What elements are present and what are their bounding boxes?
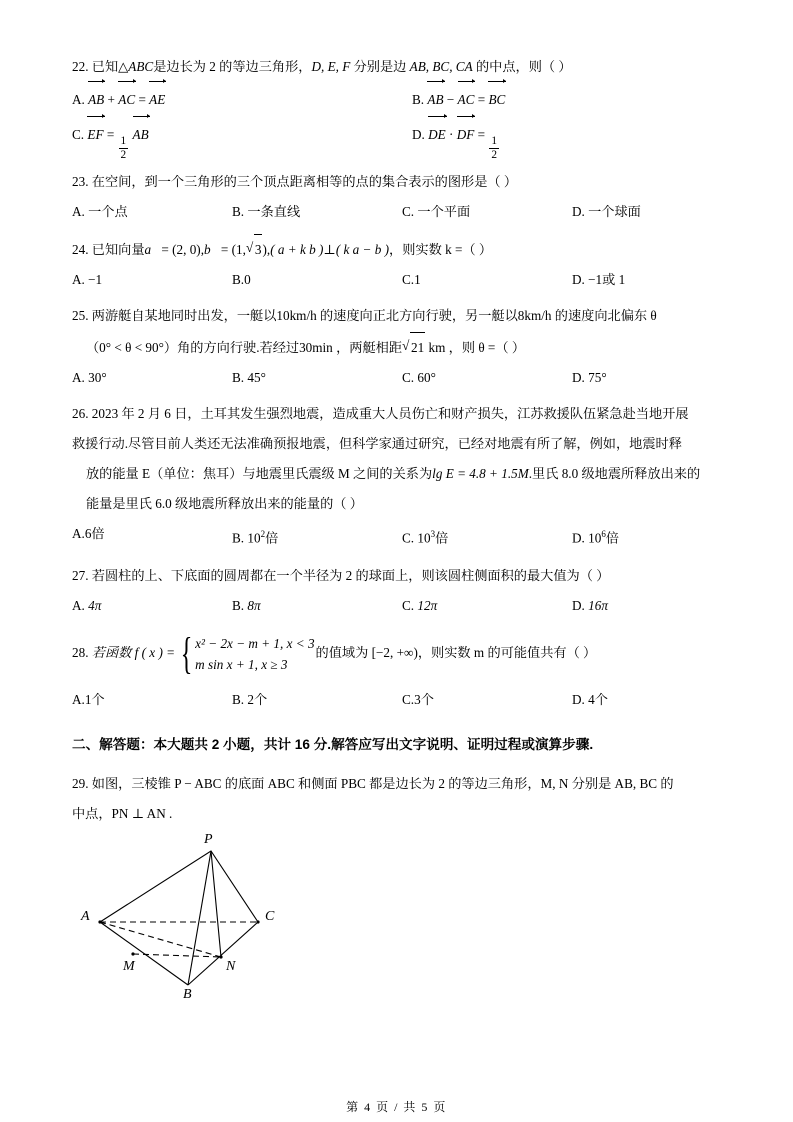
option-24-B-text: 0 xyxy=(244,271,251,287)
question-27-number: 27. xyxy=(72,568,89,584)
option-28-D-label: D. xyxy=(572,692,585,708)
option-26-D-label: D. xyxy=(572,530,585,546)
option-28-B[interactable] xyxy=(232,685,402,715)
option-23-A[interactable] xyxy=(72,197,232,227)
q26-line4-text: 能量是里氏 6.0 级地震所释放出来的能量的（ ） xyxy=(86,495,363,511)
option-26-A-base: 6 xyxy=(84,525,92,541)
option-23-C-label: C. xyxy=(402,203,415,219)
option-27-A[interactable] xyxy=(72,591,232,621)
page-footer: 第 4 页 / 共 5 页 xyxy=(346,1100,447,1114)
option-24-A-text: −1 xyxy=(88,271,103,287)
option-26-B-exp: 2 xyxy=(260,528,266,539)
q24-perp-right: ( k a − b ) xyxy=(335,241,390,257)
q28-case1: x² − 2x − m + 1, x < 3 xyxy=(195,636,315,652)
option-22-D-op: · xyxy=(449,127,454,142)
option-24-B-label: B. xyxy=(232,271,245,287)
question-23-number: 23. xyxy=(72,173,89,189)
q26-line1-text: 2023 年 2 月 6 日，土耳其发生强烈地震，造成重大人员伤亡和财产损失，江苏救援队伍紧急赴当地开展 xyxy=(91,405,689,421)
option-28-D-text: 4个 xyxy=(588,692,608,708)
question-26-line2 xyxy=(72,429,732,459)
option-22-D-fraction xyxy=(489,135,499,161)
question-25-options xyxy=(72,363,732,393)
question-24-number: 24. xyxy=(72,241,89,257)
option-22-B-vec1: AB xyxy=(427,82,443,117)
option-24-B[interactable] xyxy=(232,265,402,295)
q22-points: D, E, F xyxy=(311,59,351,74)
option-28-C-label: C. xyxy=(402,692,415,708)
vertex-C-dot xyxy=(256,921,259,924)
option-25-C-label: C. xyxy=(402,369,415,385)
option-22-C-vec2: AB xyxy=(133,117,149,152)
option-22-D-vec2: DF xyxy=(457,117,475,152)
option-26-B-base: 10 xyxy=(247,530,261,546)
option-22-A-op: + xyxy=(107,92,115,107)
option-22-A-vec3: AE xyxy=(149,82,165,117)
option-24-A[interactable] xyxy=(72,265,232,295)
option-24-C[interactable] xyxy=(402,265,572,295)
question-29-number: 29. xyxy=(72,776,89,792)
option-22-A[interactable] xyxy=(72,82,412,117)
figure-label-N: N xyxy=(226,959,236,975)
q24-perp-left: ( a + k b ) xyxy=(270,241,324,257)
figure-label-B: B xyxy=(183,987,192,1003)
q24-b-open: = (1, xyxy=(220,241,246,257)
option-25-B-label: B. xyxy=(232,369,245,385)
q26-formula: lg E = 4.8 + 1.5M xyxy=(432,465,529,481)
option-26-B-unit: 倍 xyxy=(265,530,279,546)
option-26-A[interactable] xyxy=(72,519,232,553)
q22-stem-mid2: 分别是边 xyxy=(353,59,407,74)
option-26-D[interactable] xyxy=(572,519,732,553)
q22-stem-end: 的中点，则（ ） xyxy=(475,59,572,74)
option-22-B-eq: = xyxy=(477,92,486,107)
q24-vector-a: a ⃗ xyxy=(145,235,162,265)
vertex-A-dot xyxy=(98,921,101,924)
option-25-A-text: 30° xyxy=(88,369,107,385)
option-22-C-fraction xyxy=(119,135,129,161)
option-22-A-vec2: AC xyxy=(118,82,135,117)
q22-stem-pre: 已知 xyxy=(91,59,119,74)
question-26-line1 xyxy=(72,399,732,429)
question-27-stem xyxy=(72,561,732,591)
option-23-D-text: 一个球面 xyxy=(588,203,641,219)
option-23-D-label: D. xyxy=(572,203,585,219)
question-26-line3 xyxy=(72,459,732,489)
q25-line2-post: km ，则 θ =（ ） xyxy=(428,339,526,355)
option-25-A-label: A. xyxy=(72,369,85,385)
section-2-heading: 二、解答题：本大题共 2 小题，共计 16 分.解答应写出文字说明、证明过程或演算步骤. xyxy=(72,737,594,753)
question-24 xyxy=(72,233,732,295)
option-23-B-text: 一条直线 xyxy=(247,203,301,219)
q24-sqrt3 xyxy=(246,233,263,265)
option-22-C[interactable] xyxy=(72,117,412,161)
question-22-options-row1 xyxy=(72,82,732,117)
q24-sqrt3-val: 3 xyxy=(254,234,263,265)
option-26-C[interactable] xyxy=(402,519,572,553)
q22-sides: AB, BC, CA xyxy=(409,59,473,74)
option-25-D[interactable] xyxy=(572,363,732,393)
question-26 xyxy=(72,399,732,553)
option-26-C-label: C. xyxy=(402,530,415,546)
q24-stem-pre: 已知向量 xyxy=(91,241,145,257)
question-23-stem xyxy=(72,167,732,197)
option-25-D-text: 75° xyxy=(588,369,607,385)
option-24-D-text: −1或 1 xyxy=(588,271,626,287)
option-28-A-text: 1个 xyxy=(84,692,105,708)
option-27-C-text: 12π xyxy=(417,598,438,614)
q22-stem-mid: 是边长为 2 的等边三角形， xyxy=(153,59,312,74)
option-23-B-label: B. xyxy=(232,203,245,219)
question-27 xyxy=(72,561,732,621)
question-28-options xyxy=(72,685,732,715)
option-22-D-eq: = xyxy=(477,127,486,142)
option-22-C-vec1: EF xyxy=(87,117,103,152)
option-24-C-text: 1 xyxy=(414,271,421,287)
option-24-D-label: D. xyxy=(572,271,585,287)
option-22-A-eq: = xyxy=(138,92,146,107)
q26-line3-post: .里氏 8.0 级地震所释放出来的 xyxy=(528,465,701,481)
option-22-A-vec1: AB xyxy=(88,82,104,117)
q26-line2-text: 救援行动.尽管目前人类还无法准确预报地震，但科学家通过研究，已经对地震有所了解，例如，地震时释 xyxy=(72,435,682,451)
question-28 xyxy=(72,629,732,715)
option-23-A-label: A. xyxy=(72,203,85,219)
edge-PB xyxy=(188,851,211,985)
option-22-C-den: 2 xyxy=(120,148,127,161)
question-28-stem xyxy=(72,629,732,679)
option-23-B[interactable] xyxy=(232,197,402,227)
edge-PA-PC xyxy=(100,851,258,922)
question-26-line4 xyxy=(72,489,732,519)
question-28-number: 28. xyxy=(72,645,89,661)
q24-a-value: = (2, 0), xyxy=(161,241,204,257)
question-25-line2 xyxy=(72,331,732,363)
question-26-options xyxy=(72,519,732,553)
option-28-A[interactable] xyxy=(72,685,232,715)
option-26-C-unit: 倍 xyxy=(435,530,449,546)
option-22-B[interactable] xyxy=(412,82,505,117)
left-brace-icon: { xyxy=(180,629,193,679)
question-27-options xyxy=(72,591,732,621)
option-27-B-label: B. xyxy=(232,598,245,614)
q25-line1-text: 两游艇自某地同时出发，一艇以10km/h 的速度向正北方向行驶，另一艇以8km/h 的速度向北偏东 θ xyxy=(91,307,657,323)
edge-AB xyxy=(100,922,188,985)
option-28-C-text: 3个 xyxy=(414,692,434,708)
option-22-B-op: − xyxy=(446,92,455,107)
option-24-D[interactable] xyxy=(572,265,732,295)
option-25-D-label: D. xyxy=(572,369,585,385)
option-25-B-text: 45° xyxy=(247,369,266,385)
option-27-D-label: D. xyxy=(572,598,585,614)
option-26-B[interactable] xyxy=(232,519,402,553)
q28-case2: m sin x + 1, x ≥ 3 xyxy=(195,657,288,673)
option-26-D-base: 10 xyxy=(588,530,602,546)
option-27-D-text: 16π xyxy=(588,598,608,614)
question-22-number: 22. xyxy=(72,59,89,74)
option-28-D[interactable] xyxy=(572,685,732,715)
option-24-C-label: C. xyxy=(402,271,415,287)
option-25-A[interactable] xyxy=(72,363,232,393)
option-26-D-unit: 倍 xyxy=(605,530,619,546)
option-23-D[interactable] xyxy=(572,197,732,227)
edge-PN xyxy=(211,851,221,957)
question-29-line2 xyxy=(72,799,732,829)
q24-stem-end: ，则实数 k =（ ） xyxy=(389,241,493,257)
question-22-options-row2 xyxy=(72,117,732,161)
option-23-A-text: 一个点 xyxy=(88,203,128,219)
question-23 xyxy=(72,167,732,227)
question-23-options xyxy=(72,197,732,227)
q28-stem-post: 的值域为 [−2, +∞)，则实数 m 的可能值共有（ ） xyxy=(315,645,597,661)
figure-label-M: M xyxy=(123,959,135,975)
option-22-B-vec3: BC xyxy=(488,82,505,117)
figure-label-A: A xyxy=(81,909,90,925)
q24-b-close: ), xyxy=(262,241,271,257)
q22-triangle: △ABC xyxy=(118,59,154,74)
option-22-D-den: 2 xyxy=(491,148,498,161)
page-content xyxy=(72,52,732,1014)
question-22-stem xyxy=(72,52,732,82)
q25-sqrt21 xyxy=(402,331,425,363)
option-22-D-vec1: DE xyxy=(428,117,446,152)
option-22-D[interactable] xyxy=(412,117,500,161)
question-24-options xyxy=(72,265,732,295)
option-22-C-label: C. xyxy=(72,127,85,142)
question-25-line1 xyxy=(72,301,732,331)
q25-sqrt21-val: 21 xyxy=(410,332,425,363)
option-25-C[interactable] xyxy=(402,363,572,393)
q25-line2-pre: （0° < θ < 90°）角的方向行驶.若经过30min ，两艇相距 xyxy=(86,339,403,355)
option-22-C-num: 1 xyxy=(120,135,127,148)
option-25-C-text: 60° xyxy=(417,369,436,385)
edge-AN-dashed xyxy=(100,922,221,957)
q29-line2-text: 中点，PN ⊥ AN . xyxy=(72,806,173,822)
option-23-C-text: 一个平面 xyxy=(417,203,471,219)
option-22-C-eq: = xyxy=(106,127,115,142)
option-28-C[interactable] xyxy=(402,685,572,715)
question-22 xyxy=(72,52,732,161)
option-25-B[interactable] xyxy=(232,363,402,393)
vertex-M-dot xyxy=(131,953,134,956)
option-26-C-base: 10 xyxy=(417,530,431,546)
vertex-N-dot xyxy=(219,956,222,959)
q24-vector-b: b ⃗ xyxy=(204,235,221,265)
option-22-B-label: B. xyxy=(412,92,425,107)
q28-piecewise xyxy=(176,629,315,679)
pyramid-svg xyxy=(78,839,368,1014)
option-26-A-label: A. xyxy=(72,525,85,541)
option-26-C-exp: 3 xyxy=(430,528,436,539)
q29-line1-text: 如图，三棱锥 P − ABC 的底面 ABC 和侧面 PBC 都是边长为 2 的等边三角形，M, N 分别是 AB, BC 的 xyxy=(91,776,674,792)
q27-stem-text: 若圆柱的上、下底面的圆周都在一个半径为 2 的球面上，则该圆柱侧面积的最大值为（ ） xyxy=(91,568,610,584)
option-22-A-label: A. xyxy=(72,92,85,107)
option-27-B[interactable] xyxy=(232,591,402,621)
edge-BC xyxy=(188,922,258,985)
question-25 xyxy=(72,301,732,393)
option-26-B-label: B. xyxy=(232,530,245,546)
option-28-B-text: 2个 xyxy=(247,692,268,708)
option-27-D[interactable] xyxy=(572,591,732,621)
question-29-line1 xyxy=(72,769,732,799)
option-27-B-text: 8π xyxy=(247,598,261,614)
question-26-number: 26. xyxy=(72,405,89,421)
option-26-D-exp: 6 xyxy=(601,528,606,539)
figure-label-C: C xyxy=(265,909,275,925)
option-22-D-num: 1 xyxy=(491,135,498,148)
q26-line3-pre: 放的能量 E（单位：焦耳）与地震里氏震级 M 之间的关系为 xyxy=(86,465,433,481)
option-27-A-label: A. xyxy=(72,598,85,614)
option-27-A-text: 4π xyxy=(88,598,102,614)
q28-stem-pre: 若函数 f ( x ) = xyxy=(91,645,176,661)
option-27-C[interactable] xyxy=(402,591,572,621)
figure-label-P: P xyxy=(204,832,213,848)
question-24-stem xyxy=(72,233,732,265)
option-22-B-vec2: AC xyxy=(458,82,475,117)
figure-triangular-pyramid xyxy=(78,832,368,1014)
option-26-A-unit: 倍 xyxy=(91,525,105,541)
question-29 xyxy=(72,769,732,829)
option-28-B-label: B. xyxy=(232,692,245,708)
option-27-C-label: C. xyxy=(402,598,415,614)
question-25-number: 25. xyxy=(72,307,89,323)
option-24-A-label: A. xyxy=(72,271,85,287)
perpendicular-icon: ⊥ xyxy=(323,241,336,257)
option-23-C[interactable] xyxy=(402,197,572,227)
option-28-A-label: A. xyxy=(72,692,85,708)
q23-stem-text: 在空间，到一个三角形的三个顶点距离相等的点的集合表示的图形是（ ） xyxy=(91,173,518,189)
option-22-D-label: D. xyxy=(412,127,425,142)
